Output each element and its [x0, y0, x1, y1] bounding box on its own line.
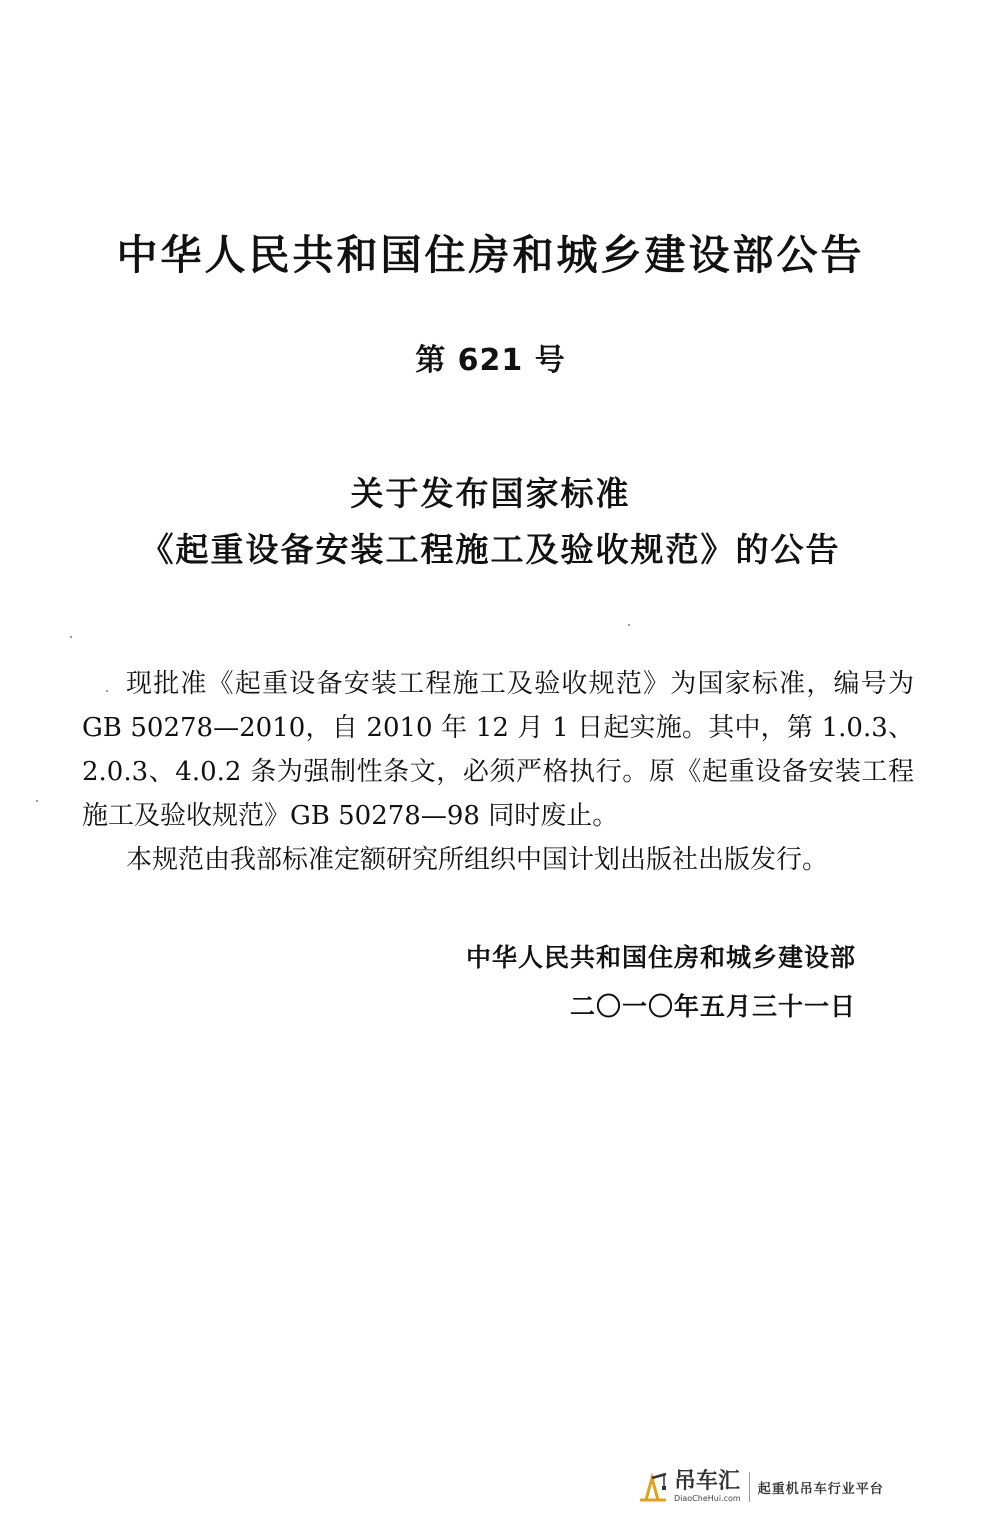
crane-icon [636, 1470, 670, 1504]
scan-speck [70, 636, 72, 638]
paragraph-approval: 现批准《起重设备安装工程施工及验收规范》为国家标准，编号为 GB 50278—2010，自 2010 年 12 月 1 日起实施。其中，第 1.0.3、2.0.3、4.0.2 条为强制性条文，必须严格执行。原《起重设备安装工程施工及验收规范》GB 50278—98 同时废止。 [82, 669, 914, 831]
document-title: 中华人民共和国住房和城乡建设部公告 [116, 231, 865, 279]
logo-divider [749, 1472, 750, 1502]
scan-speck [628, 624, 630, 626]
issue-date: 二〇一〇年五月三十一日 [569, 992, 856, 1021]
issue-number: 第 621 号 [415, 343, 566, 378]
watermark-logo [636, 1468, 926, 1506]
logo-slogan: 起重机吊车行业平台 [757, 1481, 884, 1497]
logo-url: DiaoCheHui.com [674, 1494, 741, 1503]
scan-speck [106, 690, 108, 692]
logo-text [674, 1471, 741, 1503]
logo-name: 吊车汇 [674, 1469, 741, 1494]
paragraph-publishing: 本规范由我部标准定额研究所组织中国计划出版社出版发行。 [126, 845, 829, 875]
subtitle-line-2: 《起重设备安装工程施工及验收规范》的公告 [140, 530, 841, 569]
issuer-signature: 中华人民共和国住房和城乡建设部 [465, 943, 856, 972]
announcement-body [82, 662, 914, 882]
scan-speck [36, 800, 38, 802]
subtitle-line-1: 关于发布国家标准 [350, 474, 631, 513]
